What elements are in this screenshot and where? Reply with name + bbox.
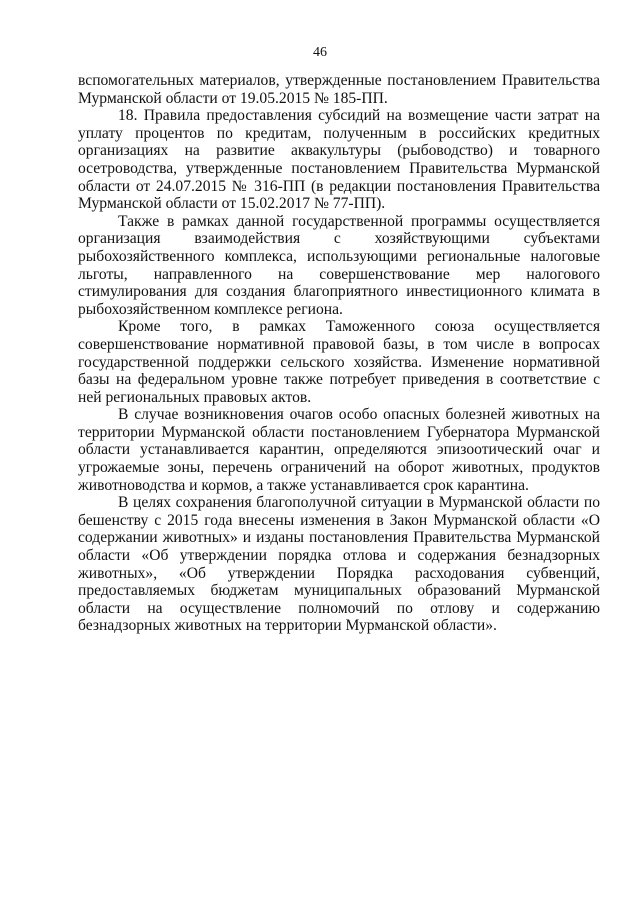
paragraph-continuation: вспомогательных материалов, утвержденные постановлением Правительства Мурманской области от 19.05.2015 № 185-ПП. — [78, 72, 600, 107]
paragraph-customs-union: Кроме того, в рамках Таможенного союза осуществляется совершенствование нормативной правовой базы, в том числе в вопросах государственной поддержки сельского хозяйства. Изменение нормативной базы на федеральном уровне также потребует приведения в соответствие с ней региональных правовых актов. — [78, 318, 600, 406]
paragraph-rabies: В целях сохранения благополучной ситуации в Мурманской области по бешенству с 2015 года внесены изменения в Закон Мурманской области «О содержании животных» и изданы постановления Правительства Мурманской области «Об утверждении порядка отлова и содержания безнадзорных животных», «Об утверждении Порядка расходования субвенций, предоставляемых бюджетам муниципальных образований Мурманской области на осуществление полномочий по отлову и содержанию безнадзорных животных на территории Мурманской области». — [78, 494, 600, 635]
paragraph-item-18: 18. Правила предоставления субсидий на возмещение части затрат на уплату процентов по кредитам, полученным в российских кредитных организациях на развитие аквакультуры (рыбоводство) и товарного осетроводства, утвержденные постановлением Правительства Мурманской области от 24.07.2015 № 316-ПП (в редакции постановления Правительства Мурманской области от 15.02.2017 № 77-ПП). — [78, 107, 600, 213]
paragraph-quarantine: В случае возникновения очагов особо опасных болезней животных на территории Мурманской области постановлением Губернатора Мурманской области устанавливается карантин, определяются эпизоотический очаг и угрожаемые зоны, перечень ограничений на оборот животных, продуктов животноводства и кормов, а также устанавливается срок карантина. — [78, 406, 600, 494]
document-body — [78, 72, 600, 635]
page-number: 46 — [313, 45, 327, 60]
paragraph-interaction: Также в рамках данной государственной программы осуществляется организация взаимодействия с хозяйствующими субъектами рыбохозяйственного комплекса, использующими региональные налоговые льготы, направленного на совершенствование мер налогового стимулирования для создания благоприятного инвестиционного климата в рыбохозяйственном комплексе региона. — [78, 212, 600, 318]
